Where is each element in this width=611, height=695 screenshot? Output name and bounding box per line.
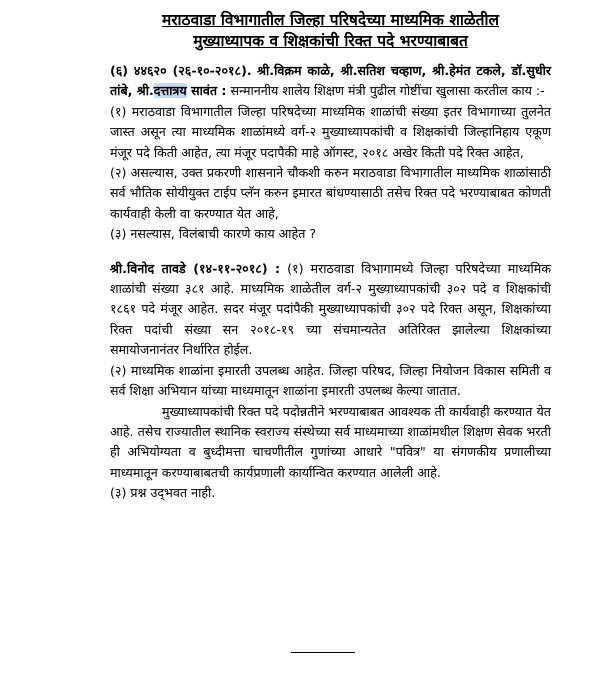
members-text: श्री.विक्रम काळे, श्री.सतिश चव्हाण, श्री.हेमंत टकले, डॉ.सुधीर तांबे, श्री. xyxy=(110,63,551,99)
members-text-end: सावंत : xyxy=(186,83,227,99)
answer-part-1 xyxy=(110,259,551,361)
title-line-1: मराठवाडा विभागातील जिल्हा परिषदेच्या माध्यमिक शाळेतील xyxy=(161,11,500,29)
question-intro: सन्माननीय शालेय शिक्षण मंत्री पुढील गोष्टींचा खुलासा करतील काय :- xyxy=(226,83,545,99)
answer-minister: श्री.विनोद तावडे (१४-११-२०१८) : xyxy=(110,260,281,276)
answer-part-3: (३) प्रश्न उद्‌भवत नाही. xyxy=(110,485,216,501)
question-header xyxy=(110,61,551,102)
question-ref: (६) ४४६२० (२६-१०-२०१८). xyxy=(110,63,252,78)
question-part-2: (२) असल्यास, उक्त प्रकरणी शासनाने चौकशी करुन मराठवाडा विभागातील माध्यमिक शाळांसाठी सर्व भौतिक सोयीयुक्त टाईप प्लॅन करुन इमारत बांधण्यासाठी तसेच रिक्त पदे भरण्याबाबत कोणती कार्यवाही केली वा करण्यात येत आहे, xyxy=(110,165,551,221)
question-part-3: (३) नसल्यास, विलंबाची कारणे काय आहेत ? xyxy=(110,226,317,242)
answer-part-2-continued: मुख्याध्यापकांची रिक्त पदे पदोन्नतीने भरण्याबाबत आवश्यक ती कार्यवाही करण्यात येत आहे. तसेच राज्यातील स्थानिक स्वराज्य संस्थेच्या सर्व माध्यमाच्या शाळांमधील शिक्षण सेवक भरती ही अभियोग्यता व बुध्दीमत्ता चाचणीतील गुणांच्या आधारे "पवित्र" या संगणकीय प्रणालीच्या माध्यमातून करण्याबाबतची कार्यप्रणाली कार्यान्वित करण्यात आलेली आहे. xyxy=(110,403,551,480)
title-line-2: मुख्याध्यापक व शिक्षकांची रिक्त पदे भरण्याबाबत xyxy=(193,32,468,50)
answer-part-2: (२) माध्यमिक शाळांना इमारती उपलब्ध आहेत. जिल्हा परिषद, जिल्हा नियोजन विकास समिती व सर्व शिक्षा अभियान यांच्या माध्यमातून शाळांना इमारती उपलब्ध केल्या जातात. xyxy=(110,362,551,399)
end-divider xyxy=(291,652,355,653)
question-part-1: (१) मराठवाडा विभागातील जिल्हा परिषदेच्या माध्यमिक शाळांची संख्या इतर विभागाच्या तुलनेत जास्त असून त्या माध्यमिक शाळांमध्ये वर्ग-२ मुख्याध्यापकांची व शिक्षकांची जिल्हानिहाय एकूण मंजूर पदे किती आहेत, त्या मंजूर पदापैकी माहे ऑगस्ट, २०१८ अखेर किती पदे रिक्त आहेत, xyxy=(110,103,551,160)
highlighted-member-name: दत्तात्रय xyxy=(153,83,187,99)
answer-part-1-text: (१) मराठवाडा विभागामध्ये जिल्हा परिषदेच्या माध्यमिक शाळांची संख्या ३८१ आहे. माध्यमिक शाळेतील वर्ग-२ मुख्याध्यापकांची ३०२ पदे व शिक्षकांची १८६१ पदे मंजूर आहेत. सदर मंजूर पदांपैकी मुख्याध्यापकांची ३०२ पदे रिक्त असून, शिक्षकांच्या रिक्त पदांची संख्या सन २०१८-१९ च्या संचमान्यतेत अतिरिक्त झालेल्या शिक्षकांच्या समायोजनानंतर निर्धारित होईल. xyxy=(110,260,551,358)
document-title xyxy=(110,10,551,52)
